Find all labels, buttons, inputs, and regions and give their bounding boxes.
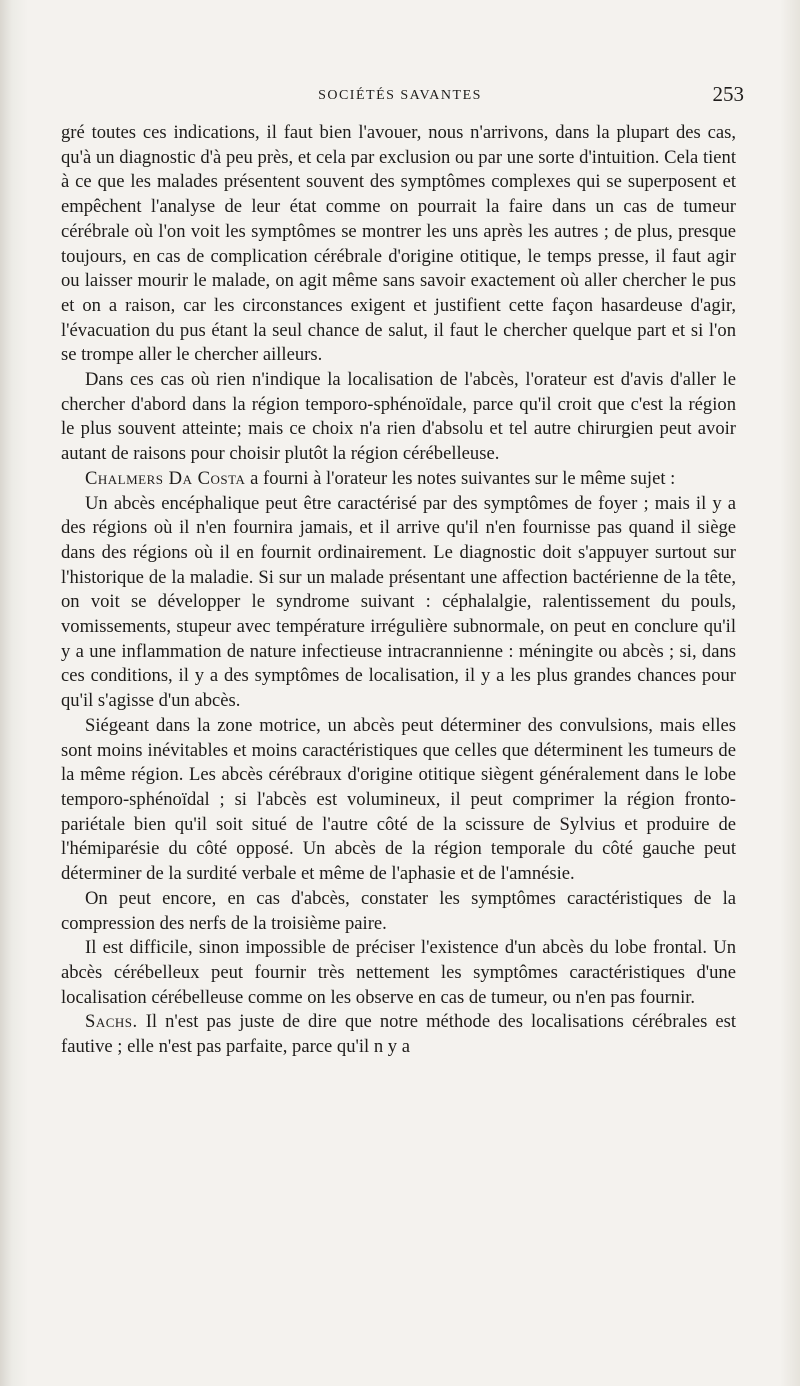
running-head: SOCIÉTÉS SAVANTES <box>318 88 482 103</box>
paragraph-3 <box>61 467 736 492</box>
speaker-name: Chalmers Da Costa <box>85 467 246 489</box>
paragraph-text: Il est difficile, sinon impossible de préciser l'existence d'un abcès du lobe frontal. Un abcès cérébelleux peut fournir très nettement les symptômes caractéristiques d'une localisation cérébelleuse comme on les observe en cas de tumeur, ou n'en pas fournir. <box>61 937 736 1008</box>
paragraph-7 <box>61 936 736 1010</box>
paragraph-text: a fourni à l'orateur les notes suivantes sur le même sujet : <box>245 467 676 489</box>
paragraph-text: gré toutes ces indications, il faut bien l'avouer, nous n'arrivons, dans la plupart des cas, qu'à un diagnostic d'à peu près, et cela par exclusion ou par une sorte d'intuition. Cela tient à ce que les malades présentent souvent des symptômes complexes qui se superposent et empêchent l'analyse de leur état comme on pourrait la faire dans un cas de tumeur cérébrale où l'on voit les symptômes se montrer les uns après les autres ; de plus, presque toujours, en cas de complication cérébrale d'origine otitique, le temps presse, il faut agir ou laisser mourir le malade, on agit même sans savoir exactement où aller chercher le pus et on a raison, car les circonstances exigent et justifient cette façon hasardeuse d'agir, l'évacuation du pus étant la seul chance de salut, il faut le chercher quelque part et si l'on se trompe aller le chercher ailleurs. <box>61 122 736 366</box>
page-number: 253 <box>712 82 744 106</box>
paragraph-2 <box>61 368 736 467</box>
page-header <box>60 82 744 112</box>
paragraph-4 <box>61 492 736 714</box>
paragraph-text: On peut encore, en cas d'abcès, constater les symptômes caractéristiques de la compression des nerfs de la troisième paire. <box>61 887 736 934</box>
paragraph-text: Il n'est pas juste de dire que notre méthode des localisations cérébrales est fautive ; elle n'est pas parfaite, parce qu'il n y a <box>61 1011 736 1058</box>
paragraph-8 <box>61 1010 736 1059</box>
paragraph-text: Dans ces cas où rien n'indique la localisation de l'abcès, l'orateur est d'avis d'aller le chercher d'abord dans la région temporo-sphénoïdale, parce qu'il croit que c'est la région le plus souvent atteinte; mais ce choix n'a rien d'absolu et tel autre chirurgien peut avoir autant de raisons pour choisir plutôt la région cérébelleuse. <box>61 369 736 465</box>
body-text <box>61 121 736 1060</box>
paragraph-6 <box>61 887 736 936</box>
paragraph-text: Siégeant dans la zone motrice, un abcès peut déterminer des convulsions, mais elles sont moins inévitables et moins caractéristiques que celles que déterminent les tumeurs de la même région. Les abcès cérébraux d'origine otitique siègent généralement dans le lobe temporo-sphénoïdal ; si l'abcès est volumineux, il peut comprimer la région fronto-pariétale bien qu'il soit situé de l'autre côté de la scissure de Sylvius et produire de l'hémiparésie du côté opposé. Un abcès de la région temporale du côté gauche peut déterminer de la surdité verbale et même de l'aphasie et de l'amnésie. <box>61 714 736 885</box>
paragraph-5 <box>61 714 736 887</box>
paragraph-text: Un abcès encéphalique peut être caractérisé par des symptômes de foyer ; mais il y a des régions où il n'en fournira jamais, et il arrive qu'il n'en fournisse pas quand il siège dans des régions où il en fournit ordinairement. Le diagnostic doit s'appuyer surtout sur l'historique de la maladie. Si sur un malade présentant une affection bactérienne de la tête, on voit se développer le syndrome suivant : céphalalgie, ralentissement du pouls, vomissements, stupeur avec température irrégulière subnormale, on peut en conclure qu'il y a une inflammation de nature infectieuse intracrannienne : méningite ou abcès ; si, dans ces conditions, il y a des symptômes de localisation, il y a les plus grandes chances pour qu'il s'agisse d'un abcès. <box>61 492 736 712</box>
paragraph-1 <box>61 121 736 368</box>
speaker-name: Sachs. <box>85 1011 138 1033</box>
